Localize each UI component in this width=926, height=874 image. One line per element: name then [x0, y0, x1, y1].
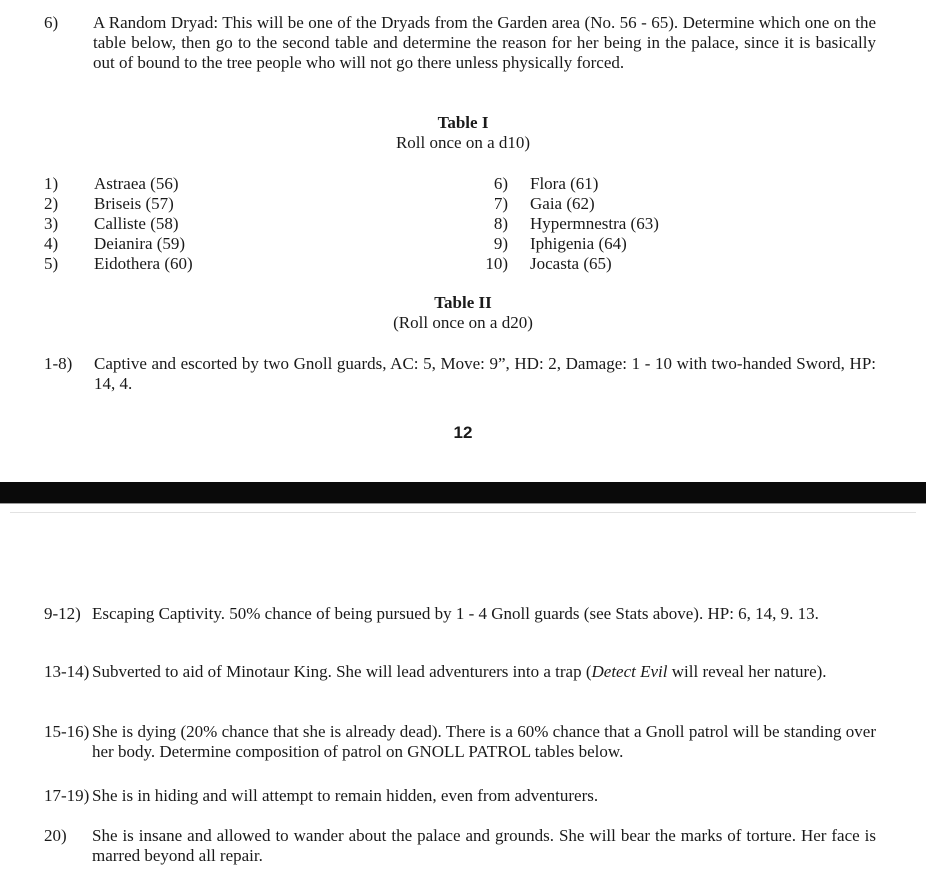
reason-text: Captive and escorted by two Gnoll guards, AC: 5, Move: 9”, HD: 2, Damage: 1 - 10 with two-handed Sword, HP: 14, 4. [94, 354, 876, 393]
dryad-row [44, 234, 186, 254]
reason-text-part: Subverted to aid of Minotaur King. She will lead adventurers into a trap ( [92, 662, 592, 681]
dryad-row [44, 194, 174, 214]
dryad-roll: 3) [44, 214, 59, 233]
reason-text-part: will reveal her nature). [667, 662, 827, 681]
dryad-name: Hypermnestra (63) [530, 214, 659, 233]
reason-entry-13-14 [44, 662, 876, 682]
reason-range: 15-16) [44, 722, 90, 741]
reason-entry-1-8 [44, 354, 876, 394]
dryad-roll: 2) [44, 194, 59, 213]
dryad-row [480, 174, 599, 194]
dryad-name: Deianira (59) [94, 234, 186, 253]
dryad-row [480, 194, 595, 214]
reason-text: She is insane and allowed to wander about the palace and grounds. She will bear the marks of torture. Her face is marred beyond all repair. [92, 826, 876, 865]
reason-range: 9-12) [44, 604, 81, 623]
dryad-name: Iphigenia (64) [530, 234, 627, 253]
dryad-row [44, 254, 193, 274]
dryad-row [44, 214, 179, 234]
dryad-roll: 8) [493, 214, 508, 233]
dryad-roll: 6) [493, 174, 508, 193]
dryad-name: Briseis (57) [94, 194, 174, 213]
dryad-roll: 9) [493, 234, 508, 253]
reason-entry-15-16 [44, 722, 876, 762]
intro-text: A Random Dryad: This will be one of the Dryads from the Garden area (No. 56 - 65). Determine which one on the table below, then go to the second table and determine the reason for her being in the palace, since it is basically out of bound to the tree people who will not go there unless physically forced. [93, 13, 876, 72]
reason-entry-17-19 [44, 786, 876, 806]
dryad-name: Flora (61) [530, 174, 599, 193]
dryad-name: Astraea (56) [94, 174, 179, 193]
dryad-row [480, 234, 627, 254]
dryad-row [44, 174, 179, 194]
dryad-name: Eidothera (60) [94, 254, 193, 273]
dryad-name: Gaia (62) [530, 194, 595, 213]
reason-range: 17-19) [44, 786, 90, 805]
reason-entry-9-12 [44, 604, 876, 624]
page-number: 12 [453, 423, 473, 442]
intro-paragraph [44, 13, 876, 73]
dryad-list-right [480, 174, 659, 274]
reason-range: 1-8) [44, 354, 73, 373]
reason-text [92, 662, 876, 682]
table-2-title: Table II [434, 293, 492, 312]
dryad-name: Jocasta (65) [530, 254, 612, 273]
page-bottom [0, 505, 926, 874]
page-divider [0, 482, 926, 503]
dryad-name: Calliste (58) [94, 214, 179, 233]
reason-entry-20 [44, 826, 876, 866]
reason-range: 13-14) [44, 662, 90, 681]
reason-range: 20) [44, 826, 67, 845]
table-2-subtitle: (Roll once on a d20) [393, 313, 533, 332]
intro-number: 6) [44, 13, 59, 32]
dryad-roll: 7) [493, 194, 508, 213]
dryad-list-left [44, 174, 193, 274]
page-divider-shadow [0, 503, 926, 504]
reason-text: She is dying (20% chance that she is already dead). There is a 60% chance that a Gnoll patrol will be standing over her body. Determine composition of patrol on GNOLL PATROL tables below. [92, 722, 876, 761]
table-2-heading [0, 293, 926, 333]
reason-text: Escaping Captivity. 50% chance of being pursued by 1 - 4 Gnoll guards (see Stats above). HP: 6, 14, 9. 13. [92, 604, 819, 623]
table-1-subtitle: Roll once on a d10) [395, 133, 531, 152]
dryad-roll: 1) [44, 174, 59, 193]
dryad-row [480, 214, 659, 234]
dryad-roll: 5) [44, 254, 59, 273]
reason-text: She is in hiding and will attempt to remain hidden, even from adventurers. [92, 786, 599, 805]
dryad-roll: 10) [485, 254, 508, 273]
table-1-title: Table I [437, 113, 489, 132]
table-1-heading [0, 113, 926, 153]
dryad-row [480, 254, 612, 274]
spell-name: Detect Evil [591, 662, 668, 681]
dryad-roll: 4) [44, 234, 59, 253]
